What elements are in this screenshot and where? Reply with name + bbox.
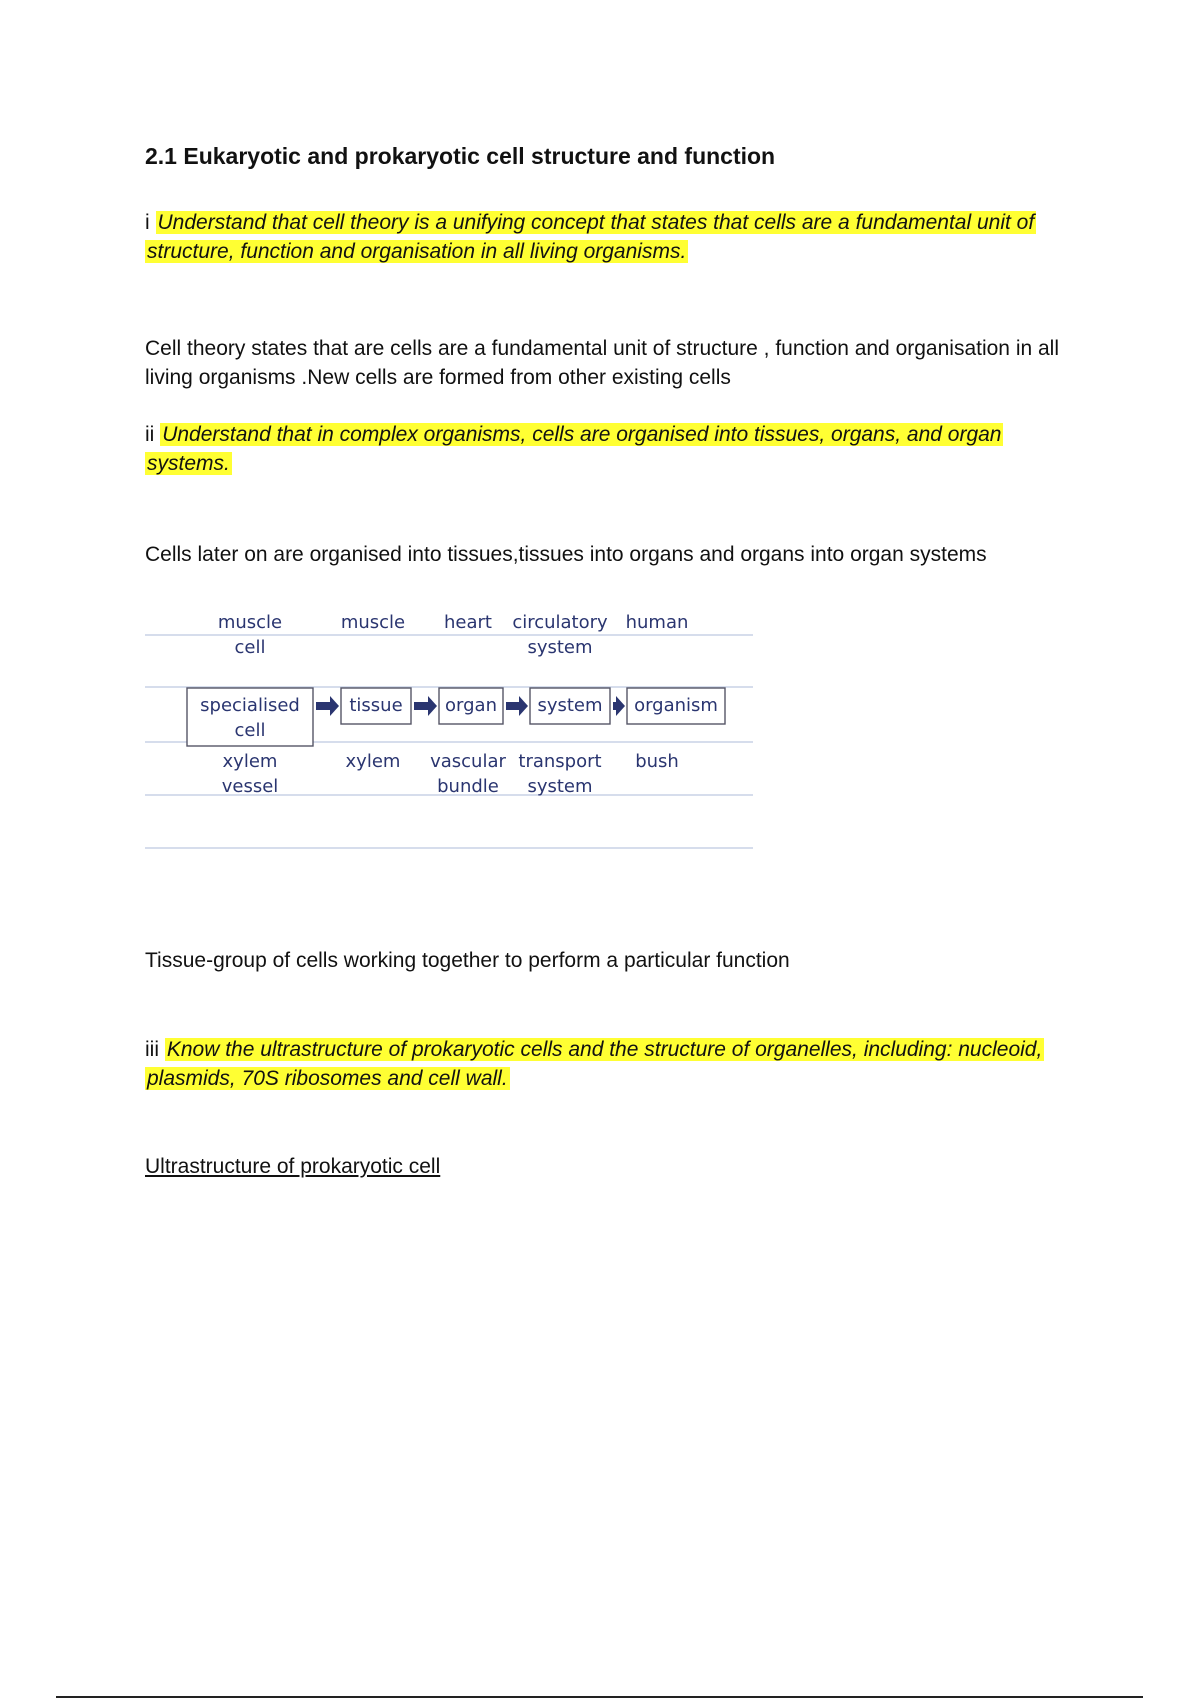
- organisation-levels-diagram: [145, 605, 755, 855]
- objective-highlight: Understand that cell theory is a unifying concept that states that cells are a fundamental unit of structure, function and organisation in all living organisms.: [147, 211, 1035, 263]
- page-bottom-rule: [56, 1696, 1143, 1698]
- bottom-example-label: system: [527, 776, 593, 797]
- bottom-example-label: transport: [518, 751, 602, 772]
- top-example-label: cell: [234, 637, 266, 658]
- objective-highlight: Understand that in complex organisms, cells are organised into tissues, organs, and organ systems.: [147, 423, 1002, 475]
- bottom-example-label: bundle: [437, 776, 499, 797]
- top-example-label: circulatory: [512, 612, 608, 633]
- learning-objective-3: [145, 1035, 1075, 1093]
- bottom-example-label: vessel: [221, 776, 279, 797]
- top-example-label: heart: [444, 612, 492, 633]
- top-example-label: system: [527, 637, 593, 658]
- section-subheading: Ultrastructure of prokaryotic cell: [145, 1155, 441, 1178]
- top-example-label: human: [625, 612, 689, 633]
- bottom-example-label: vascular: [430, 751, 506, 772]
- organisation-paragraph: Cells later on are organised into tissues,tissues into organs and organs into organ systems: [145, 543, 987, 566]
- top-example-label: muscle: [340, 612, 406, 633]
- objective-number: i: [145, 211, 150, 234]
- objective-highlight: Know the ultrastructure of prokaryotic cells and the structure of organelles, including: nucleoid, plasmids, 70S ribosomes and cell wall.: [147, 1038, 1043, 1090]
- level-box-label: cell: [234, 720, 266, 741]
- bottom-example-label: xylem: [345, 751, 401, 772]
- level-box-label: organ: [445, 695, 497, 716]
- level-box-label: specialised: [200, 695, 300, 716]
- flow-arrow: [613, 696, 625, 716]
- flow-arrow: [316, 696, 339, 716]
- bottom-example-label: bush: [635, 751, 679, 772]
- bottom-example-label: xylem: [222, 751, 278, 772]
- page-title: 2.1 Eukaryotic and prokaryotic cell structure and function: [145, 143, 776, 169]
- learning-objective-1: [145, 208, 1075, 266]
- cell-theory-paragraph: Cell theory states that are cells are a fundamental unit of structure , function and organisation in all living organisms .New cells are formed from other existing cells: [145, 337, 1060, 389]
- tissue-definition-paragraph: Tissue-group of cells working together to perform a particular function: [145, 949, 790, 972]
- objective-number: iii: [145, 1038, 159, 1061]
- level-box-label: tissue: [349, 695, 403, 716]
- organisation-diagram-svg: [145, 605, 755, 855]
- learning-objective-2: [145, 420, 1075, 478]
- flow-arrow: [506, 696, 528, 716]
- flow-arrow: [414, 696, 437, 716]
- level-box-label: system: [537, 695, 603, 716]
- level-box-label: organism: [634, 695, 718, 716]
- objective-number: ii: [145, 423, 155, 446]
- top-example-label: muscle: [217, 612, 283, 633]
